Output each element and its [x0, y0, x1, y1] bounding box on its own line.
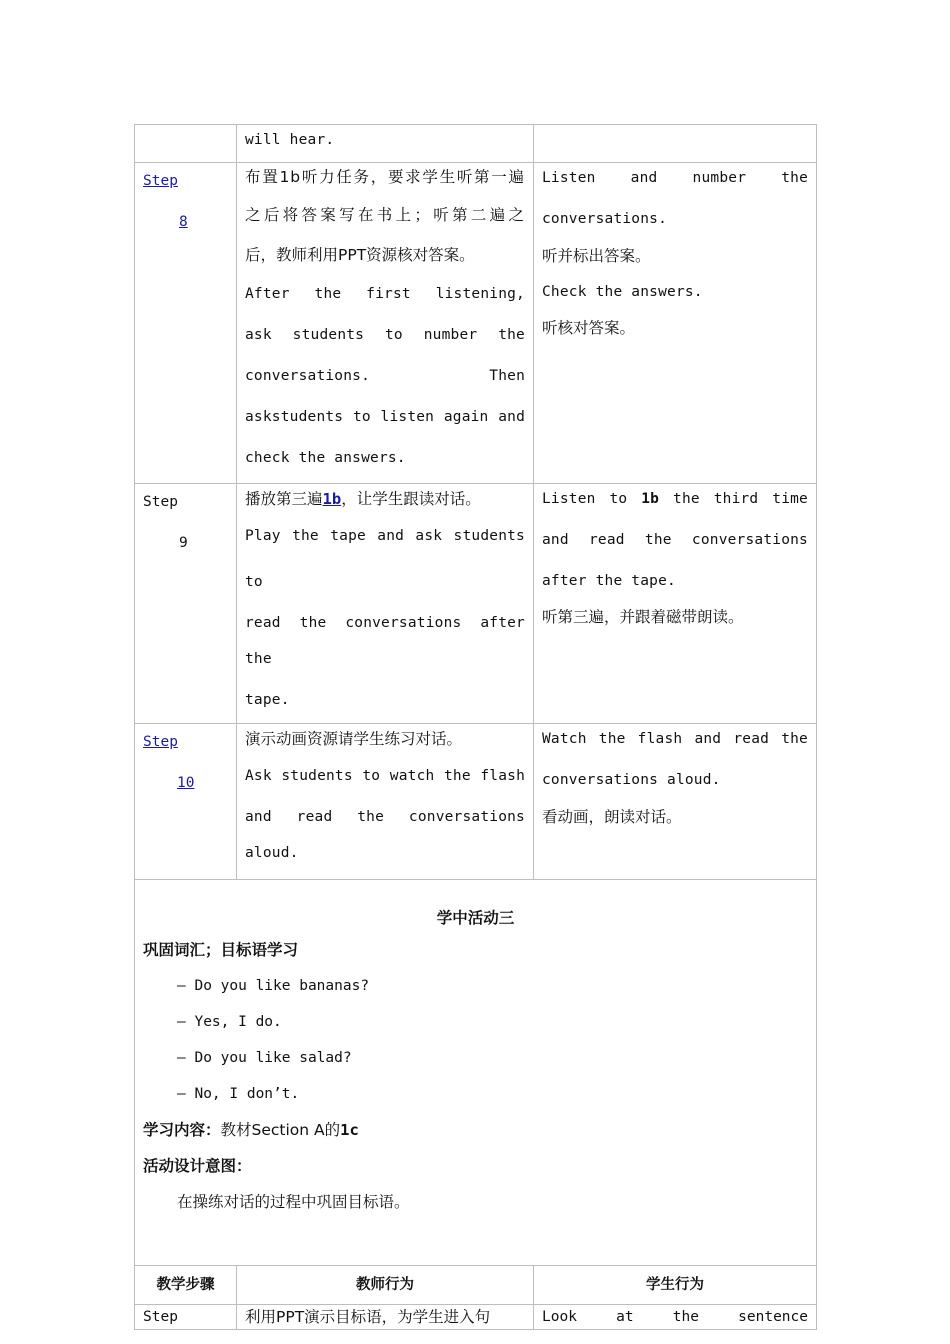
student-cell [534, 484, 817, 724]
header-teacher: 教师行为 [237, 1266, 534, 1305]
student-text: Watch the flash and read the [542, 731, 808, 747]
header-row [135, 1266, 817, 1305]
activity-section [135, 880, 817, 1266]
student-cell [534, 724, 817, 880]
teacher-cell [237, 484, 534, 724]
intent-line [143, 1148, 808, 1184]
step-8-link[interactable]: Step [143, 173, 178, 189]
teacher-text: 后，教师利用PPT资源核对答案。 [245, 246, 475, 264]
teacher-cell [237, 163, 534, 484]
table-row-step8 [135, 163, 817, 484]
content-line [143, 1112, 808, 1148]
step-label: Step [143, 1309, 178, 1325]
student-cell [534, 125, 817, 163]
dialogue-line: — Yes, I do. [177, 1014, 282, 1030]
table-row-step9 [135, 484, 817, 724]
teacher-text: Play the tape and ask students to [245, 528, 525, 590]
goal-text: 巩固词汇；目标语学习 [143, 941, 299, 959]
student-cell [534, 1305, 817, 1330]
teacher-cell [237, 724, 534, 880]
teacher-text: ask students to number the [245, 327, 525, 343]
teacher-text: 之后将答案写在书上；听第二遍之 [245, 206, 525, 224]
teacher-text: read the conversations after the [245, 615, 525, 667]
activity-title: 学中活动三 [436, 909, 515, 927]
teacher-text: 布置1b听力任务，要求学生听第一遍 [245, 168, 525, 186]
student-text: Listen to 1b the third time [542, 491, 808, 507]
table-row [135, 1305, 817, 1330]
content-label: 学习内容： [143, 1121, 221, 1139]
header-student: 学生行为 [534, 1266, 817, 1305]
teacher-text: 利用PPT演示目标语，为学生进入句 [245, 1308, 491, 1326]
step-number: 9 [179, 535, 188, 551]
step-8-number-link[interactable]: 8 [179, 214, 188, 230]
step-cell [135, 1305, 237, 1330]
student-text: 听核对答案。 [542, 319, 636, 337]
step-cell [135, 125, 237, 163]
intent-text: 在操练对话的过程中巩固目标语。 [177, 1193, 410, 1211]
teacher-cell [237, 125, 534, 163]
intent-label: 活动设计意图： [143, 1157, 252, 1175]
step-cell [135, 724, 237, 880]
step-10-link[interactable]: Step [143, 734, 178, 750]
student-text: and read the conversations [542, 532, 808, 548]
student-text: Check the answers. [542, 284, 703, 300]
dialogue-line: — No, I don’t. [177, 1086, 300, 1102]
activity-row [135, 880, 817, 1266]
dialogue-line: — Do you like bananas? [177, 978, 370, 994]
table-row [135, 125, 817, 163]
dialogue-line: — Do you like salad? [177, 1050, 352, 1066]
table-row-step10 [135, 724, 817, 880]
teacher-cell [237, 1305, 534, 1330]
content-text: 教材Section A的 [220, 1121, 341, 1139]
teacher-text: and read the conversations aloud. [245, 809, 525, 861]
student-text: 听并标出答案。 [542, 247, 651, 265]
teacher-text-pre: 播放第三遍 [245, 490, 323, 508]
teacher-text: 演示动画资源请学生练习对话。 [245, 730, 463, 748]
teacher-text: Ask students to watch the flash [245, 768, 525, 784]
teacher-text [245, 485, 525, 513]
teacher-text: After the first listening, [245, 286, 525, 302]
teacher-text: conversations. Then [245, 368, 525, 384]
content-bold: 1c [340, 1121, 359, 1139]
header-step: 教学步骤 [135, 1266, 237, 1305]
teacher-text-post: ，让学生跟读对话。 [341, 490, 481, 508]
step-cell [135, 484, 237, 724]
step-label: Step [143, 494, 178, 510]
student-text: Look at the sentence [542, 1309, 808, 1325]
student-text: conversations aloud. [542, 772, 721, 788]
activity-goal [143, 932, 808, 968]
student-cell [534, 163, 817, 484]
student-text: conversations. [542, 211, 668, 227]
1b-link[interactable]: 1b [322, 490, 342, 508]
step-cell [135, 163, 237, 484]
teacher-text: askstudents to listen again and [245, 409, 525, 425]
step-10-number-link[interactable]: 10 [177, 775, 195, 791]
teacher-text: tape. [245, 692, 290, 708]
teacher-text: check the answers. [245, 450, 406, 466]
student-text: 看动画，朗读对话。 [542, 808, 682, 826]
1b-label: 1b [641, 491, 660, 507]
student-text: Listen and number the [542, 170, 808, 186]
student-text: 听第三遍，并跟着磁带朗读。 [542, 608, 744, 626]
lesson-table [134, 124, 817, 1330]
teacher-text: will hear. [245, 132, 335, 148]
student-text: after the tape. [542, 573, 676, 589]
